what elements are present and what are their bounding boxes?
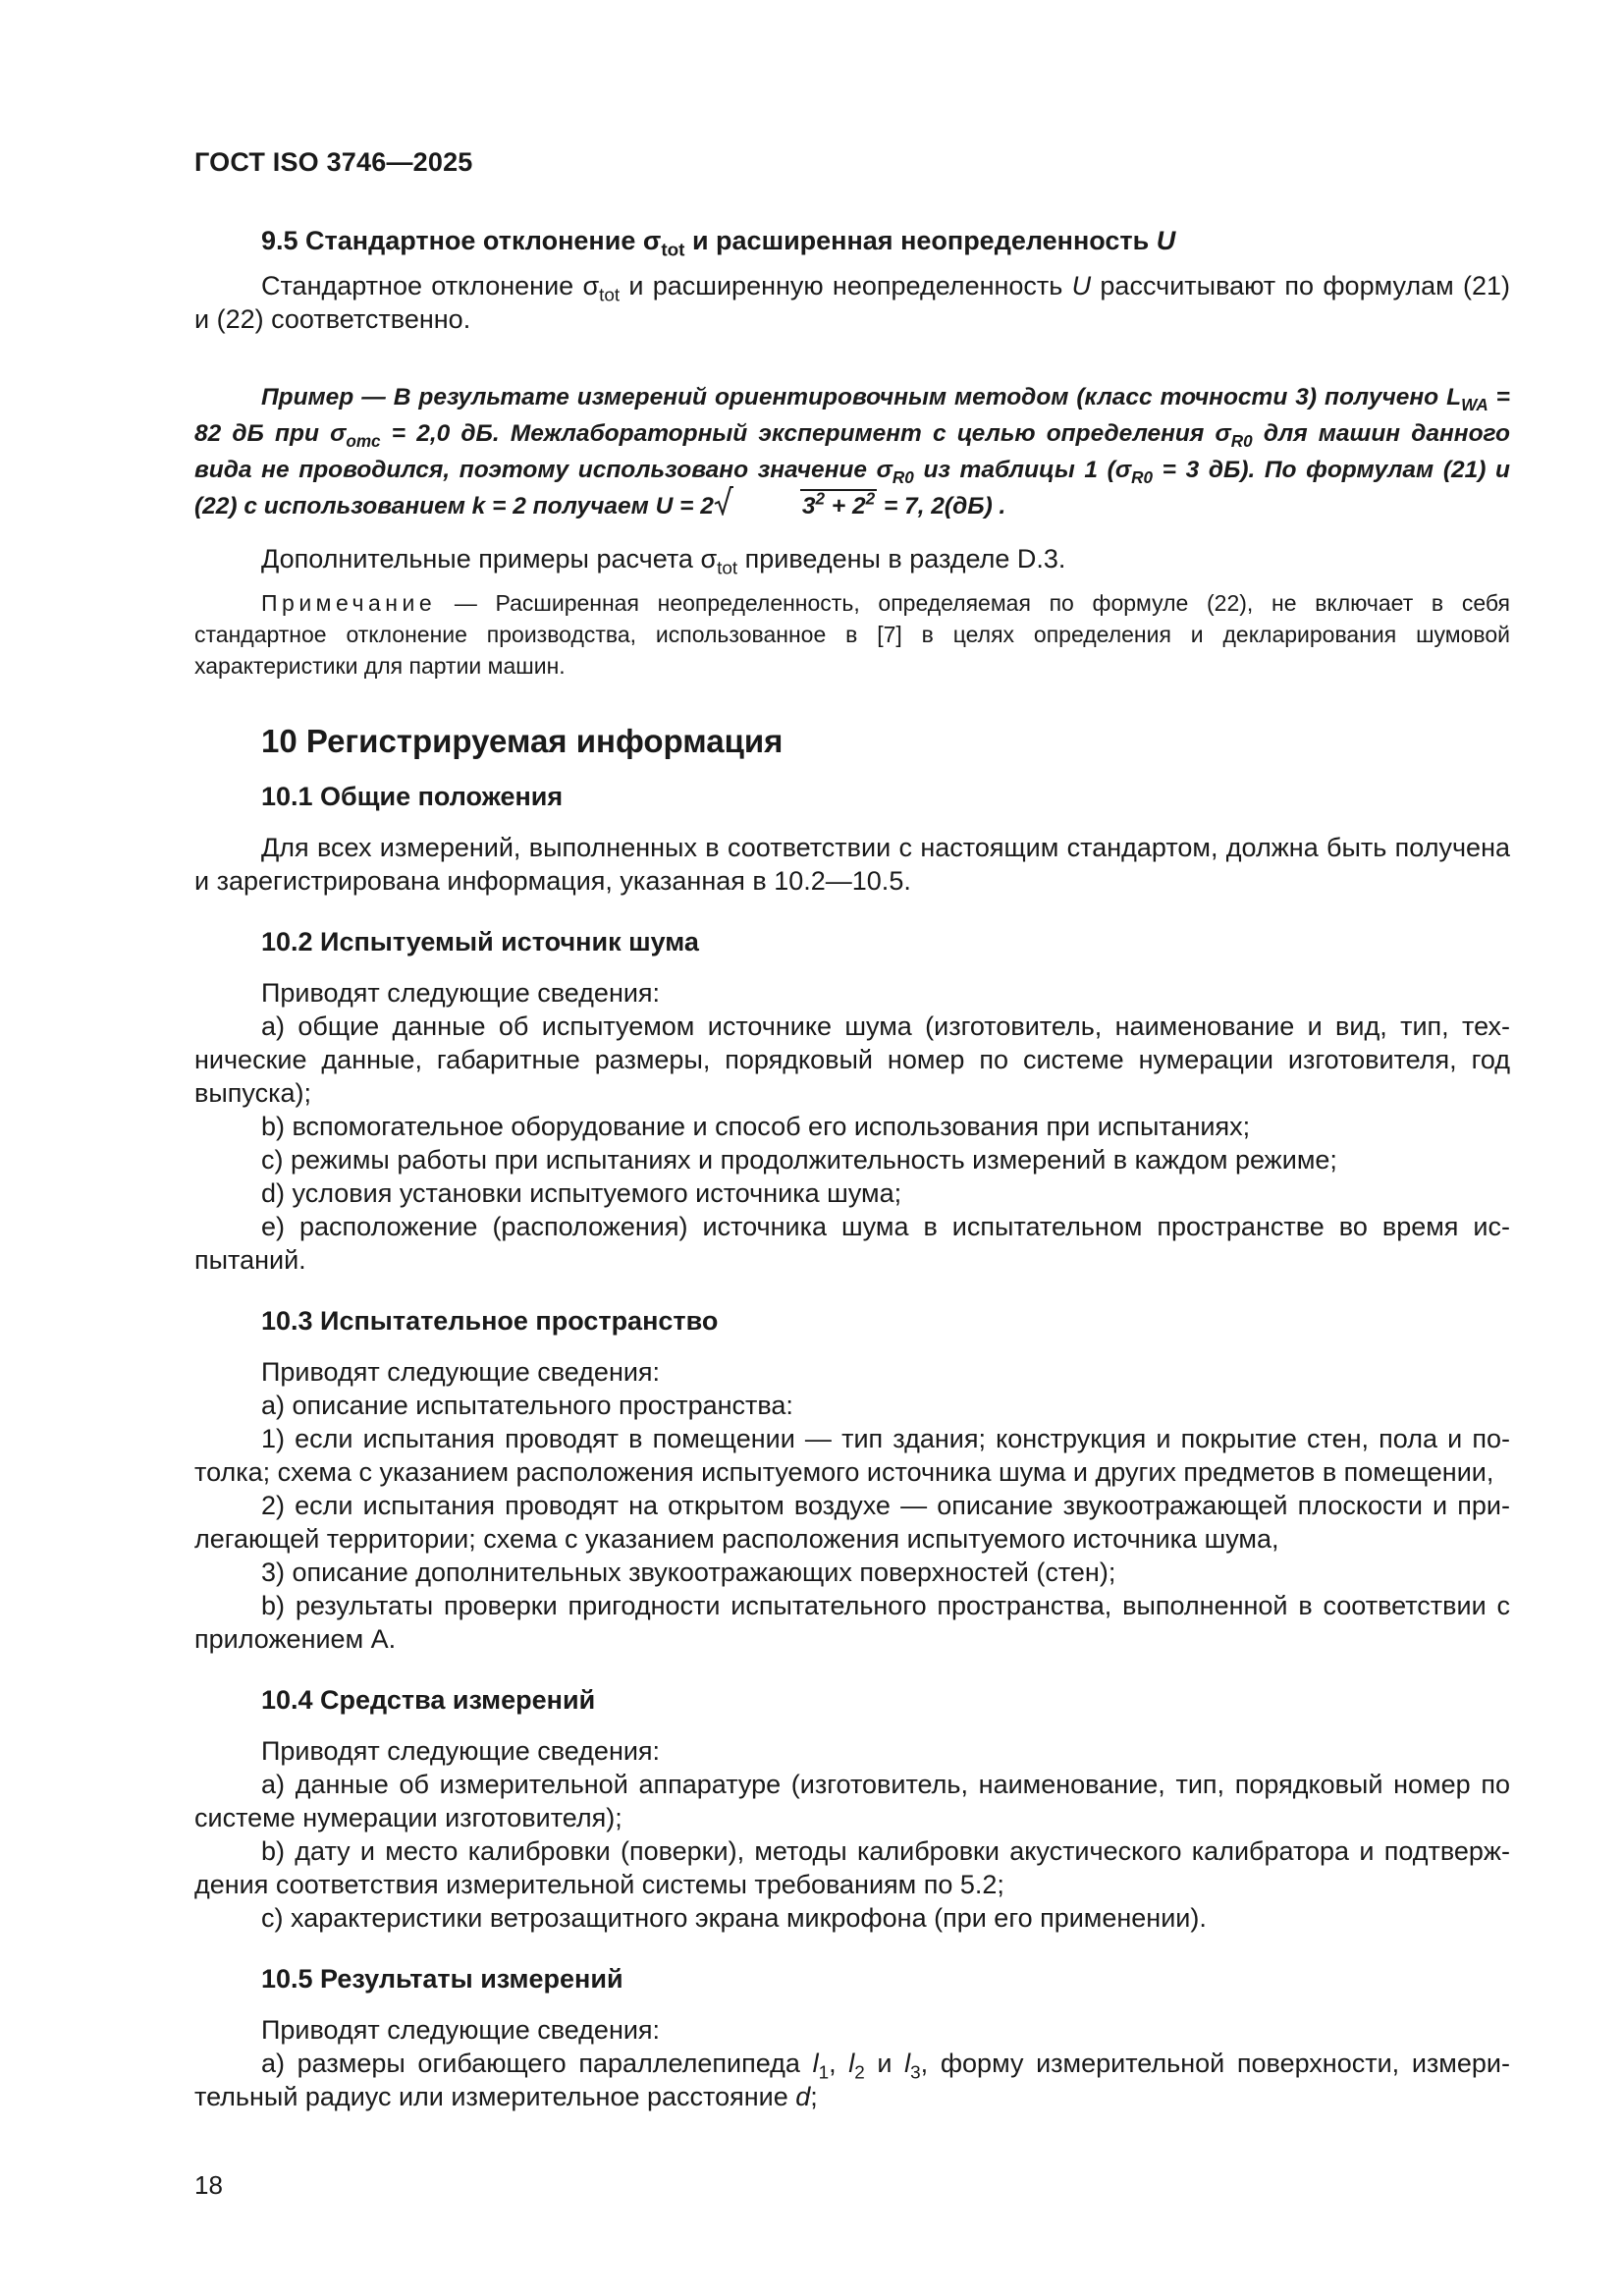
section-10-5-title: 10.5 Результаты измерений — [261, 1964, 623, 1994]
list-item: 2) если испытания проводят на открытом воздухе — описание звукоотражающей плоскости и прилегающей территории; схема с указанием расположения испытуемого источника шума, — [194, 1491, 1510, 1554]
list-item: e) расположение (расположения) источника шума в испытательном пространстве во время испытаний. — [194, 1212, 1510, 1275]
section-9-5-paragraph: Стандартное отклонение $\sigma_{tot}$ и расширенную неопределенность U рассчитывают по формулам (21) и (22) соответственно. — [194, 271, 1510, 334]
radical-sign-icon — [714, 486, 733, 516]
list-item: b) результаты проверки пригодности испытательного пространства, выполненной в соответствии с приложением A. — [194, 1591, 1510, 1654]
list-item: b) дату и место калибровки (поверки), методы калибровки акустического калибратора и подтверждения соответствия измерительной системы требованиям по 5.2; — [194, 1836, 1510, 1899]
document-header: ГОСТ ISO 3746—2025 — [194, 147, 473, 177]
page-number: 18 — [194, 2170, 223, 2200]
section-10-4-intro: Приводят следующие сведения: — [261, 1736, 661, 1766]
page-content — [194, 224, 1510, 2113]
list-item: a) общие данные об испытуемом источнике шума (изготовитель, наименование и вид, тип, технические данные, габаритные размеры, порядковый номер по системе нумерации изготовителя, год выпуска); — [194, 1011, 1510, 1108]
section-10-title: 10 Регистрируемая информация — [261, 723, 784, 759]
note-block: Примечание — Расширенная неопределенность, определяемая по формуле (22), не включает в себя стандартное отклонение производства, использованное в [7] в целях определения и декларирования шумовой характеристики для партии машин. — [194, 590, 1510, 679]
list-item: b) вспомогательное оборудование и способ его использования при испытаниях; — [261, 1112, 1251, 1141]
section-10-3-title: 10.3 Испытательное пространство — [261, 1306, 719, 1336]
section-10-5-intro: Приводят следующие сведения: — [261, 2015, 661, 2045]
section-10-4-title: 10.4 Средства измерений — [261, 1685, 596, 1715]
square-root-formula: $3^2 + 2^2$ — [714, 488, 877, 524]
list-item: d) условия установки испытуемого источника шума; — [261, 1178, 902, 1208]
section-9-5-title: 9.5 Стандартное отклонение $\sigma_{tot}$ и расширенная неопределенность U — [261, 226, 1176, 261]
list-item: a) описание испытательного пространства: — [261, 1391, 793, 1420]
section-10-1-title: 10.1 Общие положения — [261, 782, 564, 811]
list-item: 3) описание дополнительных звукоотражающих поверхностей (стен); — [261, 1558, 1116, 1587]
list-item: a) размеры огибающего параллелепипеда $l_1$, $l_2$ и $l_3$, форму измерительной поверхности, измерительный радиус или измерительное расстояние d; — [194, 2049, 1510, 2111]
section-10-2-title: 10.2 Испытуемый источник шума — [261, 927, 699, 957]
extra-examples-line: Дополнительные примеры расчета $\sigma_{tot}$ приведены в разделе D.3. — [261, 544, 1066, 579]
section-10-3-intro: Приводят следующие сведения: — [261, 1357, 661, 1387]
list-item: a) данные об измерительной аппаратуре (изготовитель, наименование, тип, порядковый номер по системе нумерации изготовителя); — [194, 1770, 1510, 1832]
section-10-1-paragraph: Для всех измерений, выполненных в соответствии с настоящим стандартом, должна быть получена и зарегистрирована информация, указанная в 10.2—10.5. — [194, 833, 1510, 896]
list-item: c) характеристики ветрозащитного экрана микрофона (при его применении). — [261, 1903, 1207, 1933]
note-label: Примечание — [261, 590, 437, 616]
section-10-2-intro: Приводят следующие сведения: — [261, 978, 661, 1008]
list-item: c) режимы работы при испытаниях и продолжительность измерений в каждом режиме; — [261, 1145, 1337, 1175]
example-block: Пример — В результате измерений ориентировочным методом (класс точности 3) получено $L_{WA} = 82$ дБ при $\sigma_{omc} = 2,0$ дБ. Межлабораторный эксперимент с целью определения $\sigma_{R0}$ для машин данного вида не проводился, поэтому использовано значение $\sigma_{R0}$ из таблицы 1 ($\sigma_{R0} = 3$ дБ). По формулам (21) и (22) с использованием k = 2 получаем U = 2 $3^2 + 2^2 = 7$, 2(дБ) . — [194, 379, 1510, 524]
list-item: 1) если испытания проводят в помещении — тип здания; конструкция и покрытие стен, пола и потолка; схема с указанием расположения испытуемого источника шума и других предметов в помещении, — [194, 1424, 1510, 1487]
